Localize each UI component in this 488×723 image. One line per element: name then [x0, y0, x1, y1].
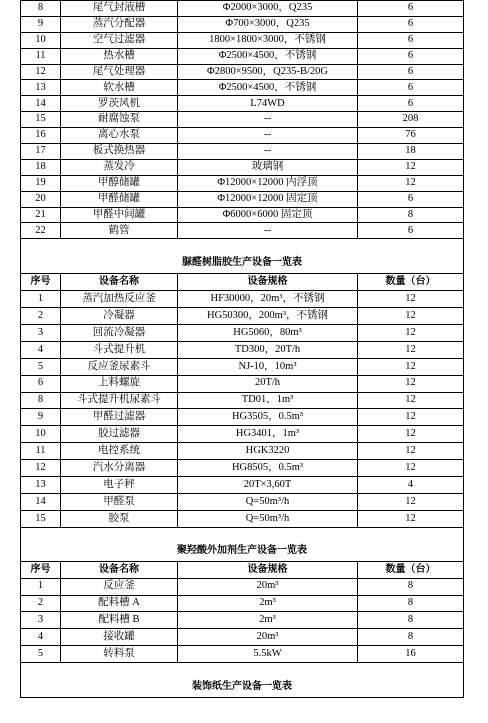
cell-seq: 6: [21, 375, 61, 392]
cell-name: 转料泵: [61, 646, 178, 663]
cell-name: 胶泵: [61, 510, 178, 527]
table-row: [21, 159, 464, 175]
cell-name: 胶过滤器: [61, 426, 178, 443]
cell-seq: 10: [21, 426, 61, 443]
cell-seq: 2: [21, 595, 61, 612]
cell-name: 蒸汽加热反应釜: [61, 291, 178, 308]
cell-seq: 3: [21, 612, 61, 629]
cell-qty: 12: [358, 493, 464, 510]
cell-seq: 4: [21, 341, 61, 358]
cell-spec: 玻璃钢: [178, 159, 358, 175]
cell-name: 回流冷凝器: [61, 325, 178, 342]
cell-spec: 20T/h: [178, 375, 358, 392]
cell-name: 反应釜尿素斗: [61, 358, 178, 375]
cell-spec: 20m³: [178, 578, 358, 595]
cell-name: 甲醛过滤器: [61, 409, 178, 426]
cell-qty: 6: [358, 96, 464, 112]
cell-spec: HG50300，200m³，不锈钢: [178, 308, 358, 325]
cell-name: 冷凝器: [61, 308, 178, 325]
cell-seq: 3: [21, 325, 61, 342]
cell-spec: HF30000，20m³，不锈钢: [178, 291, 358, 308]
cell-spec: Φ2000×3000，Q235: [178, 1, 358, 17]
cell-qty: 16: [358, 646, 464, 663]
cell-seq: 8: [21, 392, 61, 409]
cell-qty: 12: [358, 460, 464, 477]
header-spec: 设备规格: [178, 274, 358, 291]
cell-spec: Φ12000×12000 内浮顶: [178, 175, 358, 191]
cell-spec: TD300，20T/h: [178, 341, 358, 358]
cell-name: 鹤管: [61, 223, 178, 239]
cell-name: 罗茨风机: [61, 96, 178, 112]
cell-spec: TD01，1m³: [178, 392, 358, 409]
table-row: [21, 443, 464, 460]
table-row: [21, 426, 464, 443]
admixture-table-title: 聚羟酸外加剂生产设备一览表: [21, 527, 464, 561]
cell-spec: 20T×3,60T: [178, 477, 358, 494]
cell-qty: 12: [358, 375, 464, 392]
cell-qty: 12: [358, 159, 464, 175]
table-row: [21, 646, 464, 663]
cell-seq: 1: [21, 578, 61, 595]
table-row: [21, 510, 464, 527]
cell-name: 热水槽: [61, 48, 178, 64]
cell-name: 蒸发冷: [61, 159, 178, 175]
cell-qty: 6: [358, 80, 464, 96]
header-qty: 数量（台）: [358, 561, 464, 578]
cell-qty: 8: [358, 629, 464, 646]
table-row: [21, 128, 464, 144]
cell-spec: --: [178, 112, 358, 128]
cell-spec: HG3401，1m³: [178, 426, 358, 443]
cell-qty: 12: [358, 426, 464, 443]
cell-spec: Φ6000×6000 固定顶: [178, 207, 358, 223]
cell-seq: 10: [21, 32, 61, 48]
cell-seq: 5: [21, 358, 61, 375]
cell-name: 甲醛储罐: [61, 191, 178, 207]
cell-seq: 8: [21, 1, 61, 17]
cell-qty: 18: [358, 144, 464, 160]
cell-name: 离心水泵: [61, 128, 178, 144]
table-title-row: [21, 239, 464, 274]
table-row: [21, 629, 464, 646]
cell-name: 甲醇储罐: [61, 175, 178, 191]
cell-spec: Q=50m³/h: [178, 510, 358, 527]
cell-spec: 5.5kW: [178, 646, 358, 663]
cell-name: 电子秤: [61, 477, 178, 494]
cell-seq: 11: [21, 48, 61, 64]
equipment-table-continued: [20, 0, 464, 274]
cell-spec: --: [178, 128, 358, 144]
table-row: [21, 493, 464, 510]
table-row: [21, 191, 464, 207]
cell-seq: 14: [21, 96, 61, 112]
cell-seq: 12: [21, 460, 61, 477]
cell-qty: 8: [358, 207, 464, 223]
decor-paper-table-title: 装饰纸生产设备一览表: [21, 663, 464, 698]
table-row: [21, 175, 464, 191]
header-seq: 序号: [21, 561, 61, 578]
cell-qty: 12: [358, 175, 464, 191]
cell-seq: 17: [21, 144, 61, 160]
cell-seq: 13: [21, 477, 61, 494]
cell-seq: 1: [21, 291, 61, 308]
cell-qty: 12: [358, 392, 464, 409]
cell-seq: 15: [21, 510, 61, 527]
cell-name: 配料槽 A: [61, 595, 178, 612]
cell-spec: Φ12000×12000 固定顶: [178, 191, 358, 207]
table-row: [21, 112, 464, 128]
cell-spec: L74WD: [178, 96, 358, 112]
table-header-row: [21, 274, 464, 291]
cell-name: 电控系统: [61, 443, 178, 460]
cell-spec: Φ2800×9500，Q235-B/20G: [178, 64, 358, 80]
header-name: 设备名称: [61, 274, 178, 291]
table-row: [21, 207, 464, 223]
cell-spec: --: [178, 223, 358, 239]
table-row: [21, 144, 464, 160]
cell-qty: 12: [358, 325, 464, 342]
cell-seq: 9: [21, 409, 61, 426]
cell-spec: 2m³: [178, 595, 358, 612]
cell-spec: 20m³: [178, 629, 358, 646]
cell-seq: 4: [21, 629, 61, 646]
cell-seq: 20: [21, 191, 61, 207]
cell-spec: HG3505，0.5m³: [178, 409, 358, 426]
cell-spec: HG5060，80m³: [178, 325, 358, 342]
cell-name: 接收罐: [61, 629, 178, 646]
cell-qty: 12: [358, 443, 464, 460]
table-row: [21, 578, 464, 595]
cell-name: 板式换热器: [61, 144, 178, 160]
table-row: [21, 291, 464, 308]
admixture-equipment-table: [20, 561, 464, 698]
cell-seq: 19: [21, 175, 61, 191]
table-row: [21, 375, 464, 392]
cell-name: 汽水分离器: [61, 460, 178, 477]
table-row: [21, 223, 464, 239]
table-row: [21, 477, 464, 494]
cell-qty: 6: [358, 191, 464, 207]
cell-spec: HGK3220: [178, 443, 358, 460]
cell-seq: 22: [21, 223, 61, 239]
table-header-row: [21, 561, 464, 578]
cell-spec: Φ2500×4500，不锈钢: [178, 48, 358, 64]
table-row: [21, 16, 464, 32]
cell-name: 甲醛中间罐: [61, 207, 178, 223]
table-row: [21, 80, 464, 96]
cell-spec: Φ700×3000，Q235: [178, 16, 358, 32]
urea-resin-table-title: 脲醛树脂胶生产设备一览表: [21, 239, 464, 274]
cell-seq: 5: [21, 646, 61, 663]
cell-spec: 2m³: [178, 612, 358, 629]
cell-name: 反应釜: [61, 578, 178, 595]
cell-spec: Φ2500×4500，不锈钢: [178, 80, 358, 96]
cell-qty: 12: [358, 291, 464, 308]
cell-qty: 6: [358, 16, 464, 32]
table-title-row: [21, 527, 464, 561]
table-row: [21, 325, 464, 342]
cell-name: 甲醛泵: [61, 493, 178, 510]
header-seq: 序号: [21, 274, 61, 291]
cell-name: 耐腐蚀泵: [61, 112, 178, 128]
table-row: [21, 612, 464, 629]
table-title-row: [21, 663, 464, 698]
cell-qty: 4: [358, 477, 464, 494]
cell-seq: 15: [21, 112, 61, 128]
cell-qty: 8: [358, 612, 464, 629]
cell-qty: 6: [358, 32, 464, 48]
header-qty: 数量（台）: [358, 274, 464, 291]
cell-name: 斗式提升机尿素斗: [61, 392, 178, 409]
cell-seq: 13: [21, 80, 61, 96]
table-row: [21, 358, 464, 375]
table-row: [21, 308, 464, 325]
cell-seq: 2: [21, 308, 61, 325]
cell-qty: 12: [358, 409, 464, 426]
table-row: [21, 392, 464, 409]
cell-name: 软水槽: [61, 80, 178, 96]
cell-name: 尾气封液槽: [61, 1, 178, 17]
cell-seq: 18: [21, 159, 61, 175]
cell-seq: 9: [21, 16, 61, 32]
cell-qty: 12: [358, 358, 464, 375]
cell-qty: 8: [358, 578, 464, 595]
cell-seq: 11: [21, 443, 61, 460]
cell-qty: 12: [358, 510, 464, 527]
cell-seq: 14: [21, 493, 61, 510]
cell-name: 蒸汽分配器: [61, 16, 178, 32]
table-row: [21, 64, 464, 80]
table-row: [21, 341, 464, 358]
cell-name: 上料螺旋: [61, 375, 178, 392]
cell-qty: 6: [358, 48, 464, 64]
cell-qty: 6: [358, 223, 464, 239]
table-row: [21, 1, 464, 17]
urea-resin-equipment-table: [20, 273, 464, 561]
cell-qty: 6: [358, 1, 464, 17]
cell-name: 斗式提升机: [61, 341, 178, 358]
cell-spec: NJ-10，10m³: [178, 358, 358, 375]
table-row: [21, 48, 464, 64]
header-name: 设备名称: [61, 561, 178, 578]
cell-name: 空气过滤器: [61, 32, 178, 48]
header-spec: 设备规格: [178, 561, 358, 578]
cell-spec: Q=50m³/h: [178, 493, 358, 510]
document-page: [20, 0, 463, 698]
cell-qty: 208: [358, 112, 464, 128]
cell-spec: --: [178, 144, 358, 160]
table-row: [21, 32, 464, 48]
cell-spec: 1800×1800×3000，不锈钢: [178, 32, 358, 48]
cell-qty: 12: [358, 308, 464, 325]
cell-seq: 16: [21, 128, 61, 144]
table-row: [21, 595, 464, 612]
cell-spec: HG8505，0.5m³: [178, 460, 358, 477]
cell-seq: 12: [21, 64, 61, 80]
table-row: [21, 409, 464, 426]
cell-qty: 76: [358, 128, 464, 144]
cell-name: 尾气处理器: [61, 64, 178, 80]
cell-name: 配料槽 B: [61, 612, 178, 629]
cell-qty: 12: [358, 341, 464, 358]
table-row: [21, 96, 464, 112]
cell-seq: 21: [21, 207, 61, 223]
cell-qty: 8: [358, 595, 464, 612]
cell-qty: 6: [358, 64, 464, 80]
table-row: [21, 460, 464, 477]
